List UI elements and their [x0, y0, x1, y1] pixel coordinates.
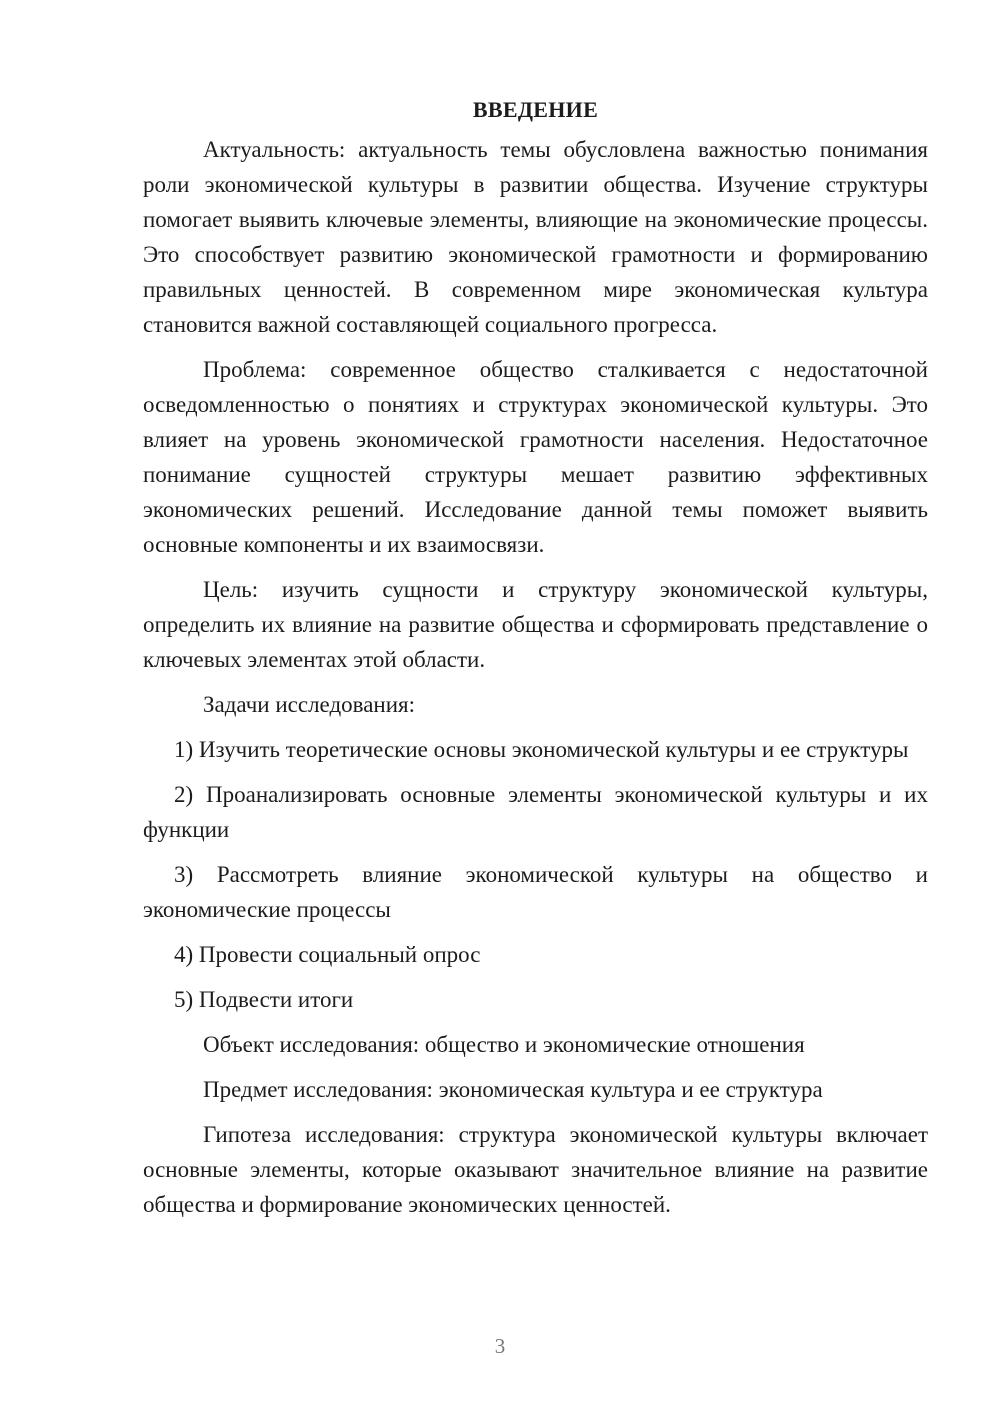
paragraph-relevance: Актуальность: актуальность темы обусловлена важностью понимания роли экономической культуры в развитии общества. Изучение структуры помогает выявить ключевые элементы, влияющие на экономические процессы. Это способствует развитию экономической грамотности и формированию правильных ценностей. В современном мире экономическая культура становится важной составляющей социального прогресса. — [143, 137, 928, 337]
page-number: 3 — [494, 1334, 506, 1358]
task-item-1: 1) Изучить теоретические основы экономической культуры и ее структуры — [174, 737, 909, 762]
paragraph-hypothesis: Гипотеза исследования: структура экономической культуры включает основные элементы, которые оказывают значительное влияние на развитие общества и формирование экономических ценностей. — [143, 1122, 928, 1217]
paragraph-subject: Предмет исследования: экономическая культура и ее структура — [203, 1077, 823, 1102]
document-page — [143, 92, 928, 1232]
paragraph-object: Объект исследования: общество и экономические отношения — [203, 1032, 805, 1057]
tasks-heading: Задачи исследования: — [203, 692, 416, 717]
page-title: ВВЕДЕНИЕ — [472, 97, 599, 122]
task-item-3: 3) Рассмотреть влияние экономической культуры на общество и экономические процессы — [143, 862, 928, 922]
task-item-2: 2) Проанализировать основные элементы экономической культуры и их функции — [143, 782, 928, 842]
task-item-5: 5) Подвести итоги — [174, 987, 354, 1012]
paragraph-goal: Цель: изучить сущности и структуру экономической культуры, определить их влияние на развитие общества и сформировать представление о ключевых элементах этой области. — [143, 577, 928, 672]
paragraph-problem: Проблема: современное общество сталкивается с недостаточной осведомленностью о понятиях и структурах экономической культуры. Это влияет на уровень экономической грамотности населения. Недостаточное понимание сущностей структуры мешает развитию эффективных экономических решений. Исследование данной темы поможет выявить основные компоненты и их взаимосвязи. — [143, 357, 928, 557]
task-item-4: 4) Провести социальный опрос — [174, 942, 481, 967]
